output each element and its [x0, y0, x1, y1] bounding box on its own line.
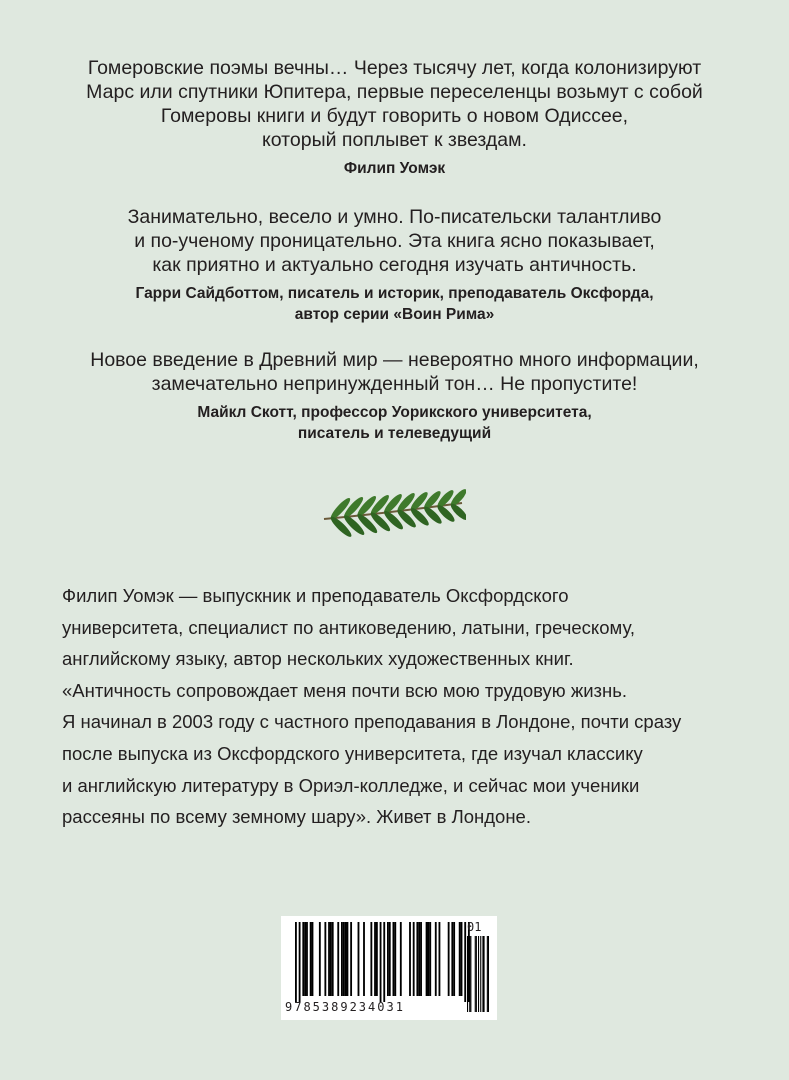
- barcode-bar: [358, 922, 360, 996]
- barcode-bar: [306, 922, 308, 996]
- quote-text: [40, 205, 749, 277]
- quote-text: [40, 56, 749, 152]
- barcode-addon-bar: [478, 936, 479, 1012]
- barcode-bar: [394, 922, 396, 996]
- barcode-addon-bar: [484, 936, 485, 1012]
- barcode-addon-bar: [476, 936, 477, 1012]
- bio-line: после выпуска из Оксфордского университета, где изучал классику: [62, 742, 643, 764]
- bio-line: рассеяны по всему земному шару». Живет в Лондоне.: [62, 806, 531, 828]
- barcode-addon-bar: [480, 936, 481, 1012]
- barcode-bar: [451, 922, 453, 996]
- barcode-bar: [324, 922, 326, 996]
- quote-line: и по-ученому проницательно. Эта книга ясно показывает,: [134, 230, 655, 252]
- barcode-bar: [363, 922, 365, 996]
- barcode-bar: [453, 922, 455, 996]
- quote-author: [40, 158, 749, 179]
- quote-line: Гомеровы книги и будут говорить о новом Одиссее,: [160, 105, 629, 127]
- barcode-bar: [464, 922, 466, 1002]
- leaf-branch-icon: [318, 475, 466, 545]
- quote-author: [40, 402, 749, 444]
- barcode-bar: [459, 922, 461, 996]
- barcode-bar: [416, 922, 418, 996]
- barcode-bar: [310, 922, 312, 996]
- barcode-bar: [319, 922, 321, 996]
- bio-line: Филип Уомэк — выпускник и преподаватель Оксфордского: [62, 585, 569, 606]
- quote-line: замечательно непринужденный тон… Не пропустите!: [151, 373, 638, 395]
- quote-text: [40, 348, 749, 396]
- barcode-bar: [312, 922, 314, 996]
- barcode-bar: [304, 922, 306, 996]
- barcode-addon-number: 01: [467, 920, 482, 934]
- barcode-bar: [400, 922, 402, 996]
- barcode-bar: [332, 922, 334, 996]
- barcode-bar: [370, 922, 372, 996]
- barcode-bar: [341, 922, 343, 996]
- quote-line: Марс или спутники Юпитера, первые переселенцы возьмут с собой: [86, 81, 703, 103]
- bio-line: и английскую литературу в Ориэл-колледже, и сейчас мои ученики: [62, 774, 640, 796]
- barcode-addon-bar: [482, 936, 483, 1012]
- author-line: автор серии «Воин Рима»: [294, 306, 495, 323]
- barcode-addon-bar: [487, 936, 488, 1012]
- barcode-bar: [299, 922, 301, 1002]
- quote-block-1: [40, 56, 749, 179]
- barcode-bar: [420, 922, 422, 996]
- barcode-bar: [337, 922, 339, 996]
- barcode-bar: [345, 922, 347, 996]
- barcode-bar: [418, 922, 420, 996]
- barcode-bar: [389, 922, 391, 996]
- barcode-bar: [374, 922, 376, 996]
- bio-line: «Античность сопровождает меня почти всю мою трудовую жизнь.: [62, 679, 628, 701]
- barcode-bar: [330, 922, 332, 996]
- barcode-addon-bar: [475, 936, 476, 1012]
- quote-block-2: [40, 205, 749, 325]
- barcode-bar: [295, 922, 297, 1002]
- barcode-bar: [328, 922, 330, 996]
- barcode-bar: [409, 922, 411, 996]
- barcode-bar: [393, 922, 395, 996]
- author-line: писатель и телеведущий: [297, 425, 492, 442]
- author-line: Майкл Скотт, профессор Уорикского университета,: [197, 404, 592, 421]
- author-bio: [62, 580, 742, 833]
- quote-author: [40, 283, 749, 325]
- barcode-bar: [426, 922, 428, 996]
- barcode-bar: [448, 922, 450, 996]
- quote-line: который поплывет к звездам.: [262, 129, 527, 151]
- barcode-bar: [376, 922, 378, 996]
- barcode-bar: [383, 922, 385, 1002]
- quote-block-3: [40, 348, 749, 444]
- barcode-bar: [439, 922, 441, 996]
- author-line: Гарри Сайдботтом, писатель и историк, преподаватель Оксфорда,: [135, 285, 654, 302]
- author-line: Филип Уомэк: [343, 160, 446, 177]
- quote-line: как приятно и актуально сегодня изучать античность.: [152, 254, 637, 276]
- barcode-addon-bar: [488, 936, 489, 1012]
- barcode-bar: [302, 922, 304, 996]
- barcode-bar: [387, 922, 389, 996]
- bio-line: университета, специалист по антиковедению, латыни, греческому,: [62, 616, 635, 638]
- barcode-bar: [413, 922, 415, 996]
- barcode-bar: [343, 922, 345, 996]
- barcode-bar: [461, 922, 463, 996]
- barcode-bar: [350, 922, 352, 996]
- barcode: [281, 916, 497, 1020]
- barcode-bar: [380, 922, 382, 1002]
- quote-line: Гомеровские поэмы вечны… Через тысячу лет, когда колонизируют: [87, 57, 702, 79]
- barcode-number: 9785389234031: [285, 1000, 405, 1014]
- quote-line: Занимательно, весело и умно. По-писательски талантливо: [127, 206, 662, 228]
- bio-line: английскому языку, автор нескольких художественных книг.: [62, 648, 574, 670]
- quote-line: Новое введение в Древний мир — невероятно много информации,: [90, 349, 699, 371]
- barcode-bar: [347, 922, 349, 996]
- barcode-bar: [427, 922, 429, 996]
- barcode-bar: [429, 922, 431, 996]
- barcode-bar: [435, 922, 437, 996]
- bio-line: Я начинал в 2003 году с частного преподавания в Лондоне, почти сразу: [62, 711, 682, 733]
